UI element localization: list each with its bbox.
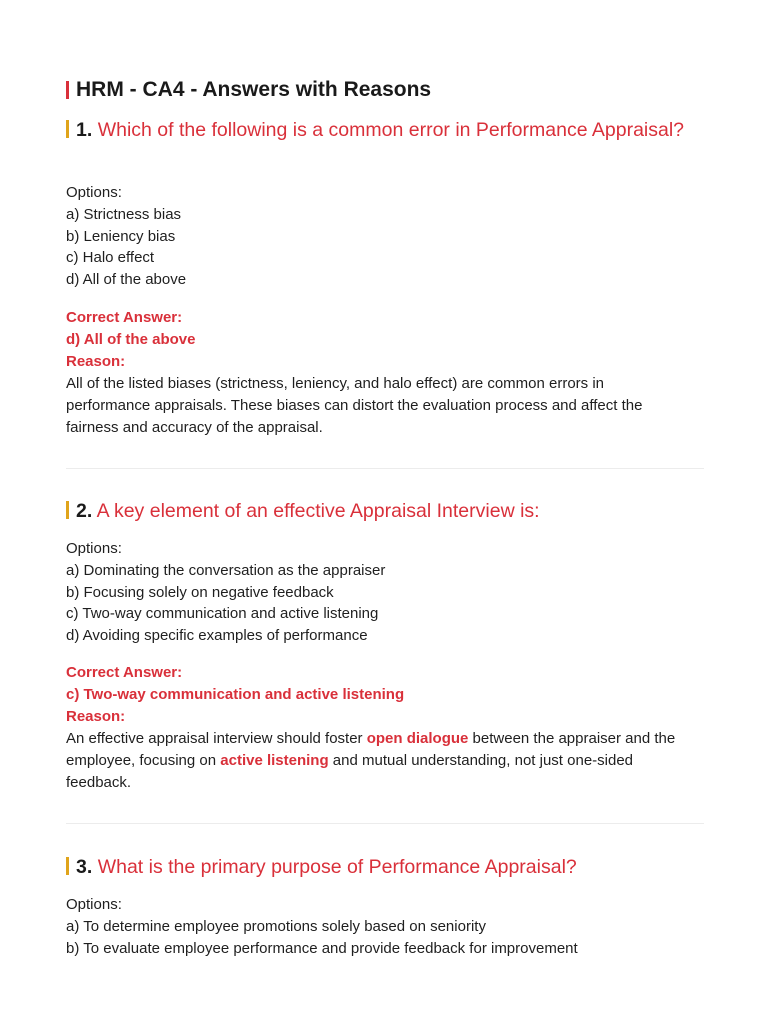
question-2-answer-block xyxy=(66,662,404,727)
question-accent-bar xyxy=(66,857,69,875)
option-item: b) Focusing solely on negative feedback xyxy=(66,583,334,601)
option-item: d) Avoiding specific examples of performance xyxy=(66,627,368,645)
option-item: b) Leniency bias xyxy=(66,227,176,245)
question-3-text: What is the primary purpose of Performance Appraisal? xyxy=(97,856,577,878)
question-accent-bar xyxy=(66,120,69,138)
reason-label: Reason: xyxy=(66,352,126,370)
option-item: a) To determine employee promotions solely based on seniority xyxy=(66,917,486,935)
reason-text-part: and mutual understanding, not just one-sided feedback. xyxy=(66,751,634,791)
reason-highlight: active listening xyxy=(220,751,329,769)
correct-answer-value: d) All of the above xyxy=(66,330,196,348)
section-divider xyxy=(66,823,704,824)
reason-label: Reason: xyxy=(66,707,126,725)
document-title xyxy=(66,76,704,104)
question-2-heading xyxy=(66,498,540,524)
question-1-options xyxy=(66,182,186,291)
question-1-text: Which of the following is a common error in Performance Appraisal? xyxy=(97,119,685,141)
correct-answer-label: Correct Answer: xyxy=(66,309,183,326)
question-1-answer-block xyxy=(66,307,195,372)
question-2-number: 2. xyxy=(76,500,93,522)
title-accent-bar xyxy=(66,81,69,99)
document-page xyxy=(66,76,704,957)
options-label: Options: xyxy=(66,184,122,201)
correct-answer-value: c) Two-way communication and active listening xyxy=(66,685,405,703)
option-item: b) To evaluate employee performance and provide feedback for improvement xyxy=(66,939,578,957)
options-label: Options: xyxy=(66,896,122,913)
question-3-heading xyxy=(66,854,577,880)
question-2-text: A key element of an effective Appraisal Interview is: xyxy=(96,500,540,522)
question-2-reason xyxy=(66,728,686,793)
option-item: a) Dominating the conversation as the appraiser xyxy=(66,561,386,579)
question-3-options xyxy=(66,894,578,959)
option-item: c) Halo effect xyxy=(66,249,155,267)
reason-text-part: between the appraiser and the employee, focusing on xyxy=(66,730,676,769)
option-item: a) Strictness bias xyxy=(66,205,182,223)
options-label: Options: xyxy=(66,540,122,557)
question-accent-bar xyxy=(66,501,69,519)
section-divider xyxy=(66,468,704,469)
correct-answer-label: Correct Answer: xyxy=(66,664,183,681)
question-1-heading xyxy=(66,117,684,143)
question-1-number: 1. xyxy=(76,119,93,141)
reason-text-part: An effective appraisal interview should foster xyxy=(66,730,367,747)
question-3-number: 3. xyxy=(76,856,93,878)
reason-highlight: open dialogue xyxy=(366,730,469,747)
document-title-text: HRM - CA4 - Answers with Reasons xyxy=(76,78,432,101)
option-item: c) Two-way communication and active listening xyxy=(66,605,379,623)
question-2-options xyxy=(66,538,385,647)
option-item: d) All of the above xyxy=(66,271,187,289)
question-1-reason: All of the listed biases (strictness, leniency, and halo effect) are common errors in performance appraisals. These biases can distort the evaluation process and affect the fairness and accuracy of the appraisal. xyxy=(66,375,643,436)
